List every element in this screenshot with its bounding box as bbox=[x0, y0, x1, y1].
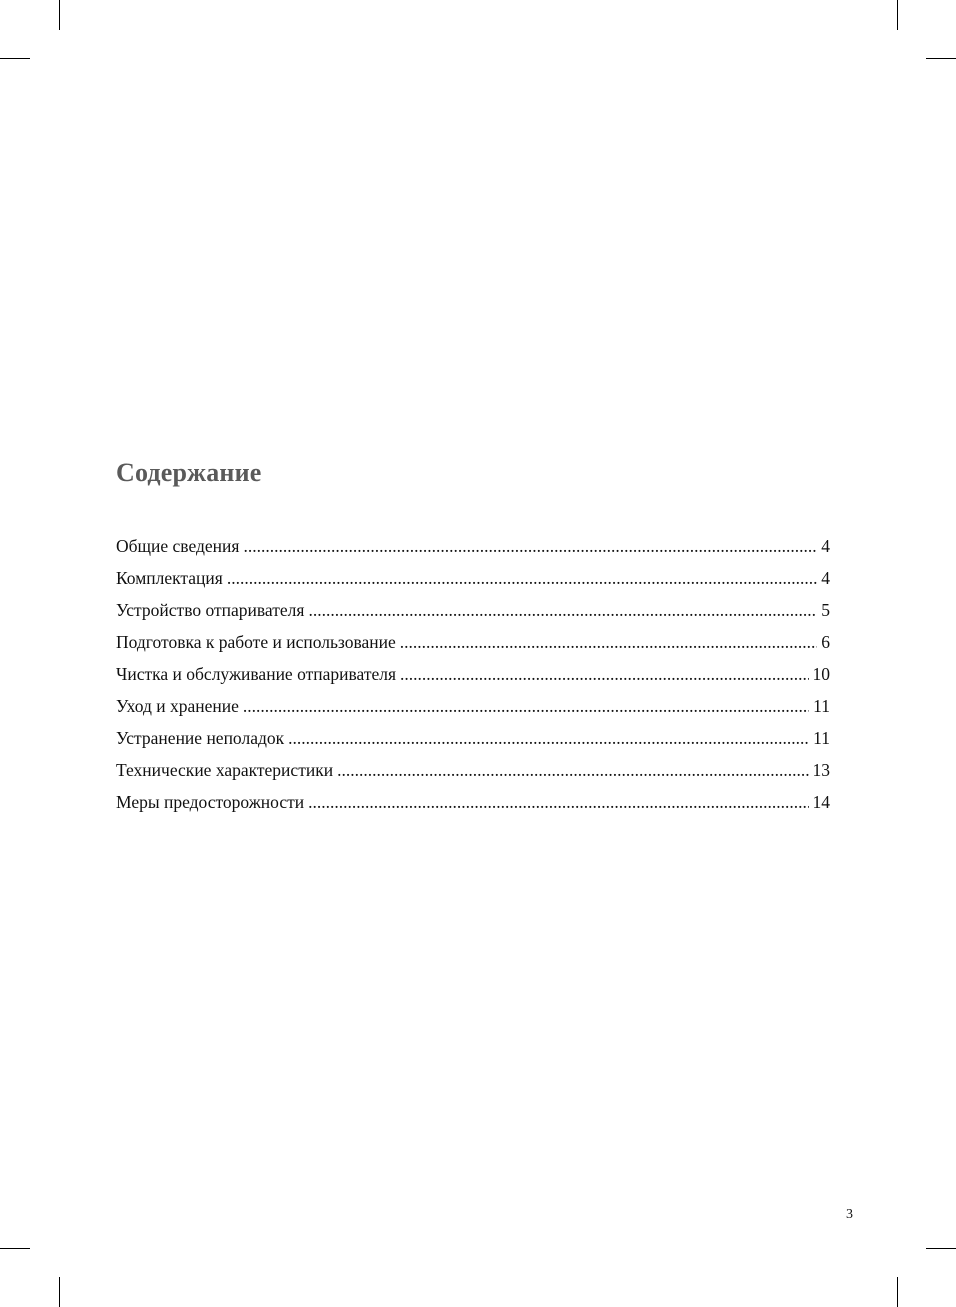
toc-title: Содержание bbox=[116, 458, 262, 487]
toc-entry-page: 10 bbox=[812, 664, 830, 684]
toc-entry-package-contents[interactable] bbox=[116, 562, 830, 594]
toc-entry-page: 11 bbox=[813, 728, 830, 748]
table-of-contents bbox=[116, 454, 830, 818]
toc-entry-page: 6 bbox=[821, 632, 830, 652]
toc-dot-leader bbox=[243, 530, 817, 562]
toc-entry-safety-precautions[interactable] bbox=[116, 786, 830, 818]
toc-dot-leader bbox=[400, 626, 817, 658]
toc-dot-leader bbox=[227, 562, 817, 594]
toc-entry-page: 11 bbox=[813, 696, 830, 716]
toc-entry-label: Технические характеристики bbox=[116, 760, 334, 780]
toc-entry-label: Подготовка к работе и использование bbox=[116, 632, 396, 652]
toc-entry-device-structure[interactable] bbox=[116, 594, 830, 626]
toc-entry-label: Устройство отпаривателя bbox=[116, 600, 305, 620]
toc-entry-preparation-and-use[interactable] bbox=[116, 626, 830, 658]
crop-mark-top-left-vertical bbox=[59, 0, 60, 30]
toc-dot-leader bbox=[308, 594, 817, 626]
toc-entry-page: 4 bbox=[821, 536, 830, 556]
toc-entry-page: 5 bbox=[821, 600, 830, 620]
toc-dot-leader bbox=[400, 658, 808, 690]
toc-entry-label: Чистка и обслуживание отпаривателя bbox=[116, 664, 397, 684]
toc-entry-label: Общие сведения bbox=[116, 536, 240, 556]
crop-mark-top-right-horizontal bbox=[926, 58, 956, 59]
toc-entry-cleaning-and-maintenance[interactable] bbox=[116, 658, 830, 690]
toc-entry-label: Комплектация bbox=[116, 568, 223, 588]
toc-entry-label: Уход и хранение bbox=[116, 696, 239, 716]
toc-entry-troubleshooting[interactable] bbox=[116, 722, 830, 754]
toc-list bbox=[116, 530, 830, 818]
toc-entry-general-info[interactable] bbox=[116, 530, 830, 562]
crop-mark-bottom-right-vertical bbox=[897, 1277, 898, 1307]
toc-dot-leader bbox=[288, 722, 809, 754]
toc-entry-page: 4 bbox=[821, 568, 830, 588]
toc-dot-leader bbox=[337, 754, 808, 786]
toc-dot-leader bbox=[243, 690, 809, 722]
page-number: 3 bbox=[846, 1207, 853, 1222]
toc-dot-leader bbox=[308, 786, 808, 818]
toc-entry-page: 13 bbox=[812, 760, 830, 780]
crop-mark-bottom-right-horizontal bbox=[926, 1248, 956, 1249]
crop-mark-top-right-vertical bbox=[897, 0, 898, 30]
crop-mark-top-left-horizontal bbox=[0, 58, 30, 59]
crop-mark-bottom-left-horizontal bbox=[0, 1248, 30, 1249]
toc-entry-specifications[interactable] bbox=[116, 754, 830, 786]
crop-mark-bottom-left-vertical bbox=[59, 1277, 60, 1307]
toc-entry-page: 14 bbox=[812, 792, 830, 812]
toc-entry-care-and-storage[interactable] bbox=[116, 690, 830, 722]
toc-entry-label: Меры предосторожности bbox=[116, 792, 305, 812]
toc-entry-label: Устранение неполадок bbox=[116, 728, 285, 748]
